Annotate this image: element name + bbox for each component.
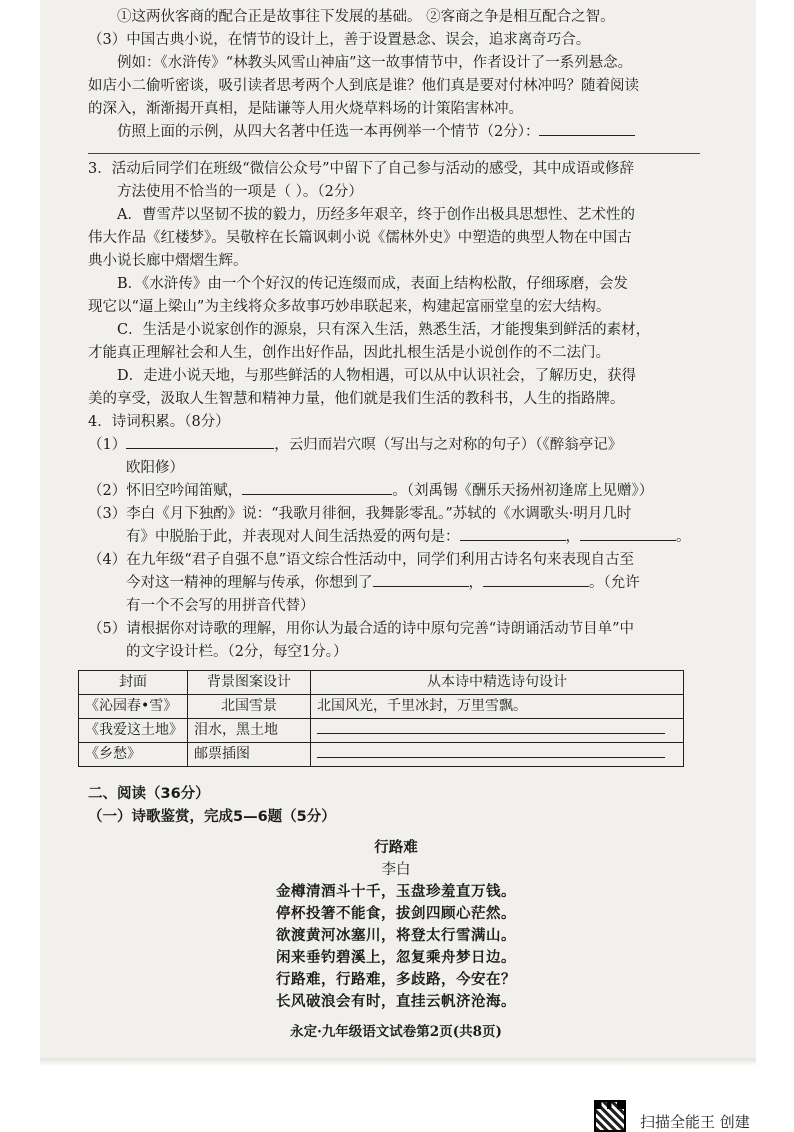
q4-item4-cont: 有一个不会写的用拼音代替） [126, 598, 315, 614]
q3-option-a: 伟大作品《红楼梦》。吴敬梓在长篇讽刺小说《儒林外史》中塑造的典型人物在中国古 [88, 230, 632, 246]
program-design-table [78, 670, 684, 767]
answer-blank[interactable] [373, 572, 469, 587]
poem-line: 停杯投箸不能食，拔剑四顾心茫然。 [276, 905, 516, 922]
q4-item1-cont: 欧阳修） [126, 460, 184, 476]
q3-stem: 3．活动后同学们在班级“微信公众号”中留下了自己参与活动的感受，其中成语或修辞 [88, 161, 635, 177]
answer-blank[interactable] [483, 572, 589, 587]
table-answer-cell[interactable] [311, 743, 684, 767]
page-footer: 永定·九年级语文试卷第2页(共8页) [290, 1024, 502, 1040]
q3-option-c: 才能真正理解社会和人生，创作出好作品，因此扎根生活是小说创作的不二法门。 [88, 345, 610, 361]
q4-item3: （3）李白《月下独酌》说：“我歌月徘徊，我舞影零乱。”苏轼的《水调歌头·明月几时 [88, 506, 632, 522]
poem [88, 837, 704, 1013]
poem-line: 行路难，行路难，多歧路，今安在？ [276, 971, 516, 988]
q4-item3-cont: 有》中脱胎于此，并表现对人间生活热爱的两句是： ， 。 [88, 526, 704, 549]
q3-option-c: C．生活是小说家创作的源泉，只有深入生活，熟悉生活，才能搜集到鲜活的素材， [117, 322, 651, 338]
q3-option-a: 典小说长廊中熠熠生辉。 [88, 253, 248, 269]
q2-item3-line: （3）中国古典小说，在情节的设计上，善于设置悬念、误会，追求离奇巧合。 [88, 32, 591, 48]
table-answer-cell[interactable] [311, 719, 684, 743]
poem-line: 金樽清酒斗十千，玉盘珍羞直万钱。 [276, 883, 516, 900]
q4-item2 [88, 480, 704, 503]
q2-example-line: 例如：《水浒传》“林教头风雪山神庙”这一故事情节中，作者设计了一系列悬念。 [117, 55, 633, 71]
poem-title: 行路难 [374, 839, 418, 856]
answer-blank[interactable] [580, 526, 676, 541]
q4-item5: （5）请根据你对诗歌的理解，用你认为最合适的诗中原句完善“诗朗诵活动节目单”中 [88, 621, 635, 637]
q4-heading: 4．诗词积累。（8分） [88, 414, 230, 430]
table-cell: 北国雪景 [188, 695, 311, 719]
table-row [79, 719, 684, 743]
table-row [79, 743, 684, 767]
table-cell: 北国风光，千里冰封，万里雪飘。 [311, 695, 684, 719]
q4-item4-note: 。（允许 [589, 575, 640, 591]
subsection-title: （一）诗歌鉴赏，完成5—6题（5分） [88, 809, 336, 825]
scanner-watermark: 扫描全能王 创建 [640, 1113, 750, 1131]
table-cell: 泪水，黑土地 [188, 719, 311, 743]
q4-item5-cont: 的文字设计栏。（2分，每空1分。） [126, 644, 348, 660]
answer-blank[interactable] [126, 434, 274, 449]
table-cell: 《乡愁》 [79, 743, 188, 767]
q4-item2-text: （2）怀旧空吟闻笛赋， [88, 483, 243, 499]
answer-blank[interactable] [317, 720, 665, 734]
divider-line [88, 153, 700, 154]
poem-line: 闲来垂钓碧溪上，忽复乘舟梦日边。 [276, 949, 516, 966]
q4-item1-text: ，云归而岩穴暝（写出与之对称的句子）（《醉翁亭记》 [274, 437, 623, 453]
poem-author: 李白 [381, 862, 411, 878]
q4-item1 [88, 434, 704, 457]
qr-code-icon [594, 1100, 626, 1132]
q3-stem: 方法使用不恰当的一项是（ ）。（2分） [117, 184, 363, 200]
q3-option-b: 现它以“逼上梁山”为主线将众多故事巧妙串联起来，构建起富丽堂皇的宏大结构。 [88, 299, 611, 315]
q3-option-d: D．走进小说天地，与那些鲜活的人物相遇，可以从中认识社会，了解历史，获得 [117, 368, 637, 384]
scan-bottom-edge [40, 1058, 756, 1066]
table-header: 背景图案设计 [188, 671, 311, 695]
table-row [79, 695, 684, 719]
poem-line: 欲渡黄河冰塞川，将登太行雪满山。 [276, 927, 516, 944]
table-cell: 《我爱这土地》 [79, 719, 188, 743]
table-header: 封面 [79, 671, 188, 695]
q3-option-a: A．曹雪芹以坚韧不拔的毅力，历经多年艰辛，终于创作出极具思想性、艺术性的 [117, 207, 635, 223]
table-cell: 《沁园春•雪》 [79, 695, 188, 719]
answer-blank[interactable] [539, 121, 635, 136]
q4-item1-num: （1） [88, 437, 127, 453]
q2-task-text: 仿照上面的示例，从四大名著中任选一本再例举一个情节（2分）： [117, 124, 540, 140]
q4-item3-text: 有》中脱胎于此，并表现对人间生活热爱的两句是： [126, 529, 460, 545]
answer-blank[interactable] [460, 526, 566, 541]
answer-blank[interactable] [317, 744, 665, 758]
q2-option-line: ①这两伙客商的配合正是故事往下发展的基础。 ②客商之争是相互配合之智。 [117, 9, 615, 25]
section-title: 二、阅读（36分） [88, 786, 210, 802]
exam-content [85, 6, 704, 1044]
table-header: 从本诗中精选诗句设计 [311, 671, 684, 695]
q4-item4: （4）在九年级“君子自强不息”语文综合性活动中，同学们利用古诗名句来表现自古至 [88, 552, 635, 568]
q2-example-line: 的深入，渐渐揭开真相，是陆谦等人用火烧草料场的计策陷害林冲。 [88, 101, 523, 117]
q3-option-b: B．《水浒传》由一个个好汉的传记连缀而成，表面上结构松散，仔细琢磨，会发 [117, 276, 628, 292]
q4-item2-source: 。（刘禹锡《酬乐天扬州初逢席上见赠》） [392, 483, 654, 499]
q4-item4-text: 今对这一精神的理解与传承，你想到了 [126, 575, 373, 591]
q2-task-line [88, 121, 704, 144]
q2-example-line: 如店小二偷听密谈，吸引读者思考两个人到底是谁？他们真是要对付林冲吗？随着阅读 [88, 78, 639, 94]
poem-line: 长风破浪会有时，直挂云帆济沧海。 [276, 993, 516, 1010]
table-header-row [79, 671, 684, 695]
q4-item4-cont: 今对这一精神的理解与传承，你想到了 ， 。（允许 [88, 572, 704, 595]
answer-blank[interactable] [242, 480, 392, 495]
q3-option-d: 美的享受，汲取人生智慧和精神力量，他们就是我们生活的教科书，人生的指路牌。 [88, 391, 625, 407]
table-cell: 邮票插图 [188, 743, 311, 767]
